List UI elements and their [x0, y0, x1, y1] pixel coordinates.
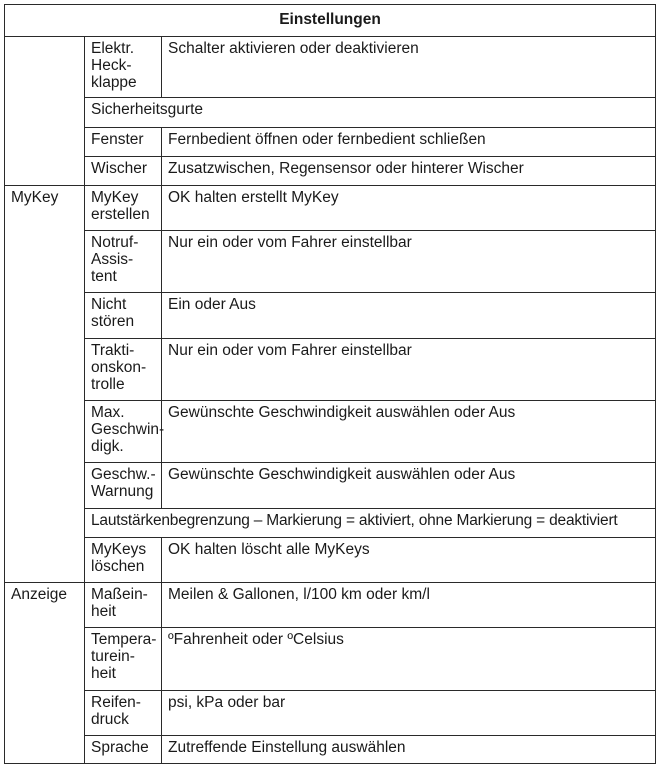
- group-label-anzeige: Anzeige: [5, 582, 85, 627]
- group-label-mykey: MyKey: [5, 185, 85, 230]
- setting-name: Reifen-druck: [85, 690, 162, 735]
- setting-name: MyKey erstellen: [85, 185, 162, 230]
- setting-description: Nur ein oder vom Fahrer einstellbar: [162, 231, 656, 293]
- table-row: [5, 293, 656, 338]
- setting-name: Sprache: [85, 735, 162, 763]
- table-row: [5, 127, 656, 156]
- table-row: [5, 735, 656, 763]
- setting-name: Tempera-turein-heit: [85, 628, 162, 690]
- setting-description: Schalter aktivieren oder deaktivieren: [162, 37, 656, 98]
- setting-name: Maßein-heit: [85, 582, 162, 627]
- setting-name: Geschw.-Warnung: [85, 463, 162, 508]
- setting-name: Notruf-Assis-tent: [85, 231, 162, 293]
- group-cell-empty: [5, 37, 85, 98]
- setting-description: Nur ein oder vom Fahrer einstellbar: [162, 338, 656, 400]
- group-cell-empty: [5, 293, 85, 338]
- group-cell-empty: [5, 628, 85, 690]
- setting-description: Gewünschte Geschwindigkeit auswählen oder Aus: [162, 463, 656, 508]
- table-row: [5, 508, 656, 537]
- setting-name: MyKeys löschen: [85, 537, 162, 582]
- table-row: [5, 537, 656, 582]
- setting-description: OK halten erstellt MyKey: [162, 185, 656, 230]
- setting-description: Meilen & Gallonen, l/100 km oder km/l: [162, 582, 656, 627]
- table-row: [5, 690, 656, 735]
- group-cell-empty: [5, 401, 85, 463]
- setting-name: Nicht stören: [85, 293, 162, 338]
- table-row: [5, 582, 656, 627]
- setting-name: Trakti-onskon-trolle: [85, 338, 162, 400]
- setting-name: Max. Geschwin-digk.: [85, 401, 162, 463]
- table-title: Einstellungen: [5, 5, 656, 37]
- setting-name: Lautstärkenbegrenzung – Markierung = aktiviert, ohne Markierung = deaktiviert: [85, 508, 656, 537]
- setting-description: psi, kPa oder bar: [162, 690, 656, 735]
- group-cell-empty: [5, 690, 85, 735]
- group-cell-empty: [5, 537, 85, 582]
- setting-name: Elektr. Heck-klappe: [85, 37, 162, 98]
- group-cell-empty: [5, 98, 85, 127]
- setting-name: Fenster: [85, 127, 162, 156]
- table-row: [5, 98, 656, 127]
- table-row: [5, 37, 656, 98]
- setting-description: Zusatzwischen, Regensensor oder hinterer Wischer: [162, 156, 656, 185]
- group-cell-empty: [5, 127, 85, 156]
- setting-description: ºFahrenheit oder ºCelsius: [162, 628, 656, 690]
- setting-description: Ein oder Aus: [162, 293, 656, 338]
- table-row: [5, 338, 656, 400]
- table-row: [5, 185, 656, 230]
- setting-description: Gewünschte Geschwindigkeit auswählen oder Aus: [162, 401, 656, 463]
- settings-table: [4, 4, 656, 764]
- setting-description: Zutreffende Einstellung auswählen: [162, 735, 656, 763]
- table-row: [5, 231, 656, 293]
- group-cell-empty: [5, 508, 85, 537]
- group-cell-empty: [5, 735, 85, 763]
- group-cell-empty: [5, 156, 85, 185]
- table-row: [5, 463, 656, 508]
- table-row: [5, 628, 656, 690]
- setting-description: OK halten löscht alle MyKeys: [162, 537, 656, 582]
- table-row: [5, 401, 656, 463]
- table-row: [5, 156, 656, 185]
- setting-name: Sicherheitsgurte: [85, 98, 656, 127]
- setting-description: Fernbedient öffnen oder fernbedient schließen: [162, 127, 656, 156]
- group-cell-empty: [5, 463, 85, 508]
- setting-name: Wischer: [85, 156, 162, 185]
- group-cell-empty: [5, 231, 85, 293]
- group-cell-empty: [5, 338, 85, 400]
